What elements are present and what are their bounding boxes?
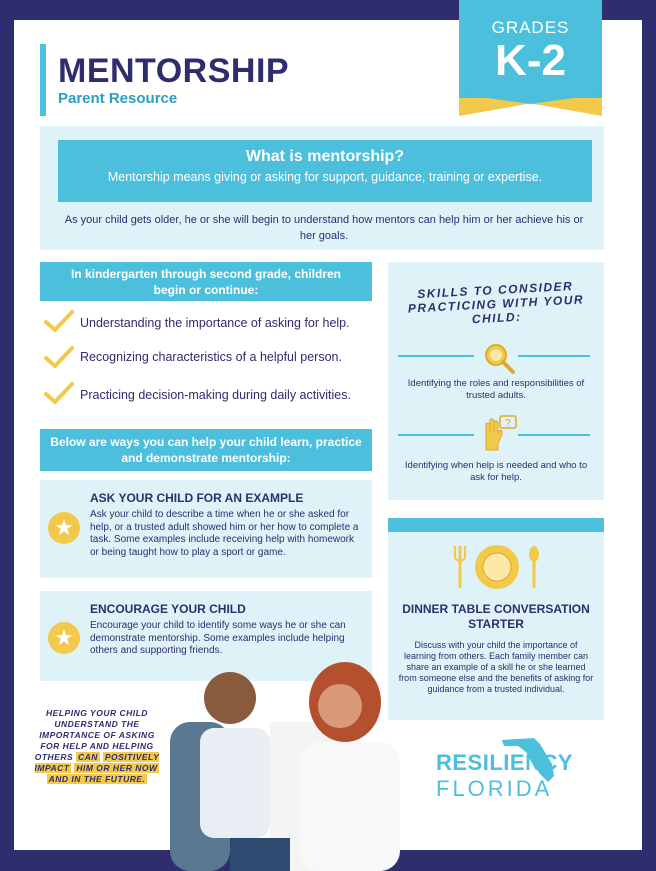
- florida-map-icon: [500, 734, 560, 784]
- place-setting-icon: [452, 542, 542, 592]
- quote-highlight: POSITIVELY IMPACT: [34, 752, 160, 773]
- svg-text:?: ?: [505, 418, 511, 429]
- checkmark-icon: [44, 382, 74, 404]
- checkmark-icon: [44, 310, 74, 332]
- skill-item: Identifying when help is needed and who to ask for help.: [404, 460, 588, 483]
- title-accent-bar: [40, 44, 46, 116]
- star-icon: ★: [48, 512, 80, 544]
- quote-highlight: HIM OR HER NOW: [76, 763, 158, 773]
- card-body: Ask your child to describe a time when he or she asked for help, or a trusted adult showed him or her how to complete a task. Some examples include receiving help with homework or being taught how to play a sport or game.: [90, 509, 359, 558]
- kindergarten-item: Practicing decision-making during daily activities.: [80, 388, 351, 402]
- florida-logo-text: FLORIDA: [436, 776, 553, 801]
- page-title: MENTORSHIP: [58, 52, 290, 90]
- mentorship-definition: Mentorship means giving or asking for support, guidance, training or expertise.: [107, 170, 543, 184]
- kindergarten-banner-text: In kindergarten through second grade, children begin or continue:: [70, 267, 342, 297]
- dinner-stripe: [388, 518, 604, 532]
- magnifier-icon: [482, 341, 516, 375]
- what-is-mentorship-title: What is mentorship?: [245, 148, 405, 165]
- divider: [398, 355, 474, 357]
- quote-highlight: AND IN THE FUTURE.: [48, 774, 146, 784]
- quote: [32, 708, 162, 785]
- card-title: ASK YOUR CHILD FOR AN EXAMPLE: [90, 491, 304, 505]
- dinner-title: DINNER TABLE CONVERSATION STARTER: [402, 602, 590, 631]
- resiliency-logo-text: RESILIENCY: [436, 750, 574, 775]
- grades-value: K-2: [495, 36, 566, 85]
- divider: [518, 434, 590, 436]
- divider: [398, 434, 474, 436]
- card-title: ENCOURAGE YOUR CHILD: [90, 602, 246, 616]
- quote-highlight: CAN: [78, 752, 98, 762]
- mentorship-description: As your child gets older, he or she will begin to understand how mentors can help him or her achieve his or her goals.: [64, 214, 584, 242]
- grades-label: GRADES: [491, 18, 570, 37]
- dinner-text: Discuss with your child the importance of learning from others. Each family member can share an example of a skill he or she learned from someone else and the benefits of asking for guidance from a trusted individual.: [398, 640, 594, 694]
- kindergarten-item: Recognizing characteristics of a helpful person.: [80, 350, 342, 364]
- skill-item: Identifying the roles and responsibilities of trusted adults.: [407, 378, 585, 401]
- card-body: Encourage your child to identify some ways he or she can demonstrate mentorship. Some examples include helping others and supporting friends.: [90, 620, 346, 656]
- divider: [518, 355, 590, 357]
- kindergarten-item: Understanding the importance of asking for help.: [80, 316, 350, 330]
- parent-child-photo: [170, 662, 420, 871]
- raised-hand-icon: [480, 414, 518, 452]
- quote-text: HELPING YOUR CHILD UNDERSTAND THE IMPORTANCE OF ASKING FOR HELP AND HELPING OTHERS: [34, 708, 155, 762]
- skills-title: SKILLS TO CONSIDER PRACTICING WITH YOUR CHILD:: [407, 278, 585, 327]
- ways-banner-text: Below are ways you can help your child learn, practice and demonstrate mentorship:: [50, 435, 362, 465]
- page-subtitle: Parent Resource: [58, 90, 178, 107]
- checkmark-icon: [44, 346, 74, 368]
- star-icon: ★: [48, 622, 80, 654]
